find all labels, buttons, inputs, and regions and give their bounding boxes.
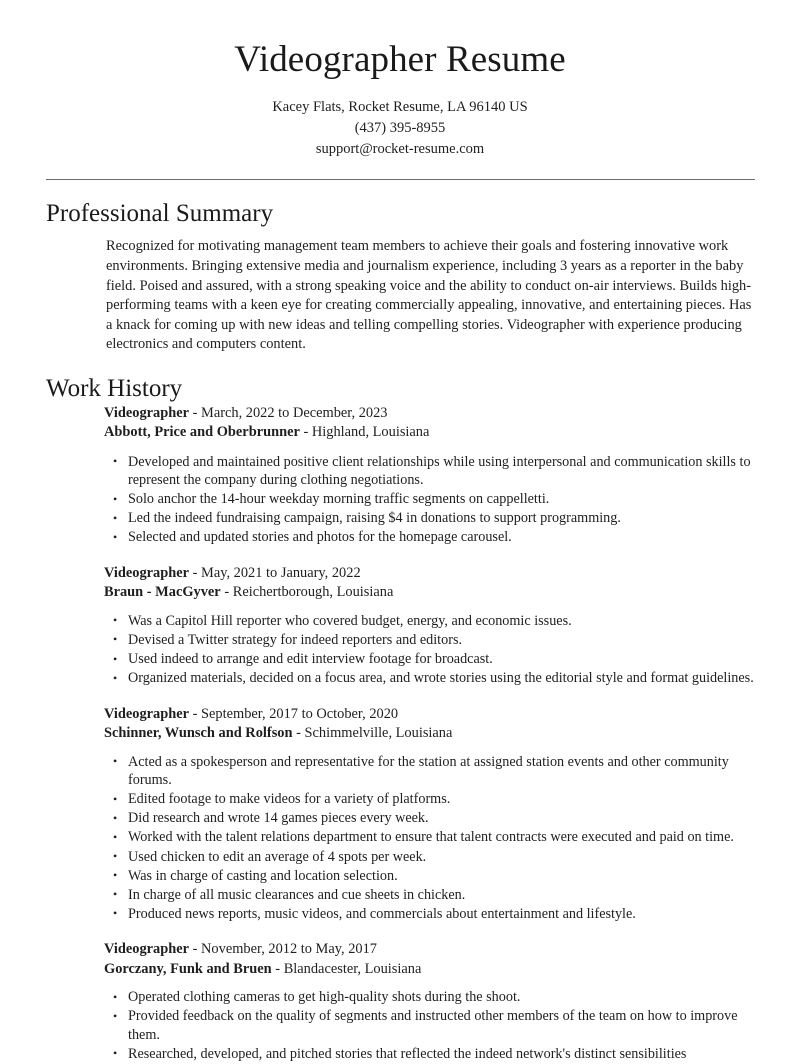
list-item: • Used indeed to arrange and edit interview footage for broadcast.	[104, 650, 755, 669]
job-separator: -	[192, 941, 198, 958]
contact-block	[0, 97, 800, 160]
job-bullet-list	[104, 988, 755, 1063]
job-location: Reichertborough, Louisiana	[232, 584, 394, 601]
job-company: Braun - MacGyver	[104, 584, 221, 601]
job-entry	[104, 705, 755, 924]
job-title-line	[104, 564, 755, 583]
work-history-body	[0, 404, 800, 1064]
list-item: • Acted as a spokesperson and representative for the station at assigned station events and other community forums.	[104, 753, 755, 790]
job-entry	[104, 404, 755, 547]
contact-address: Kacey Flats, Rocket Resume, LA 96140 US	[272, 98, 528, 115]
job-separator: -	[296, 725, 301, 742]
list-item: • Solo anchor the 14-hour weekday morning traffic segments on cappelletti.	[104, 490, 755, 509]
list-item: • Used chicken to edit an average of 4 spots per week.	[104, 848, 755, 867]
list-item: • Selected and updated stories and photos for the homepage carousel.	[104, 528, 755, 547]
job-bullet-list	[104, 453, 755, 547]
job-separator: -	[192, 404, 198, 421]
job-location: Blandacester, Louisiana	[283, 960, 422, 977]
job-separator: -	[303, 424, 309, 441]
list-item: • Operated clothing cameras to get high-quality shots during the shoot.	[104, 988, 755, 1007]
job-dates: March, 2022 to December, 2023	[201, 404, 388, 421]
job-separator: -	[224, 584, 230, 601]
job-entry	[104, 940, 755, 1063]
list-item: • Researched, developed, and pitched stories that reflected the indeed network's distinct sensibilities	[104, 1045, 755, 1064]
section-heading-summary: Professional Summary	[46, 199, 274, 227]
job-bullet-list	[104, 612, 755, 688]
job-company-line	[104, 423, 755, 442]
contact-phone: (437) 395-8955	[354, 119, 446, 136]
list-item: • Did research and wrote 14 games pieces every week.	[104, 809, 755, 828]
job-location: Highland, Louisiana	[311, 424, 430, 441]
list-item: • In charge of all music clearances and cue sheets in chicken.	[104, 886, 755, 905]
job-dates: November, 2012 to May, 2017	[201, 941, 377, 958]
section-heading-work-history: Work History	[46, 375, 183, 402]
list-item: • Worked with the talent relations department to ensure that talent contracts were executed and paid on time.	[104, 828, 755, 847]
job-bullet-list	[104, 753, 755, 924]
job-title-line	[104, 705, 755, 724]
job-entry	[104, 564, 755, 688]
job-role: Videographer	[104, 941, 190, 958]
job-company: Abbott, Price and Oberbrunner	[104, 424, 300, 441]
section-work-history	[0, 355, 800, 1064]
contact-email: support@rocket-resume.com	[315, 140, 485, 157]
job-company-line	[104, 724, 755, 743]
job-location: Schimmelville, Louisiana	[304, 725, 453, 742]
summary-text: Recognized for motivating management team members to achieve their goals and fostering innovative work environments. Bringing extensive media and journalism experience, including 3 years as a reporter in the baby field. Poised and assured, with a strong speaking voice and the ability to conduct on-air interviews. Builds high-performing teams with a keen eye for creating commercially appealing, innovative, and entertaining pieces. Has a knack for coming up with new ideas and telling compelling stories. Videographer with experience producing electronics and computers content.	[106, 238, 752, 353]
section-professional-summary	[0, 180, 800, 355]
job-role: Videographer	[104, 565, 190, 582]
list-item: • Was in charge of casting and location selection.	[104, 867, 755, 886]
summary-body	[0, 237, 800, 355]
job-title-line	[104, 404, 755, 423]
list-item: • Was a Capitol Hill reporter who covered budget, energy, and economic issues.	[104, 612, 755, 631]
list-item: • Provided feedback on the quality of segments and instructed other members of the team on how to improve them.	[104, 1007, 755, 1044]
list-item: • Led the indeed fundraising campaign, raising $4 in donations to support programming.	[104, 509, 755, 528]
list-item: • Organized materials, decided on a focus area, and wrote stories using the editorial style and format guidelines.	[104, 669, 755, 688]
job-role: Videographer	[104, 705, 190, 722]
list-item: • Edited footage to make videos for a variety of platforms.	[104, 790, 755, 809]
page-title: Videographer Resume	[234, 39, 566, 80]
job-company-line	[104, 960, 755, 979]
list-item: • Produced news reports, music videos, and commercials about entertainment and lifestyle.	[104, 905, 755, 924]
job-company-line	[104, 583, 755, 602]
job-dates: September, 2017 to October, 2020	[201, 705, 399, 722]
job-separator: -	[192, 565, 198, 582]
job-separator: -	[192, 705, 198, 722]
job-role: Videographer	[104, 404, 190, 421]
list-item: • Devised a Twitter strategy for indeed reporters and editors.	[104, 631, 755, 650]
job-company: Schinner, Wunsch and Rolfson	[104, 725, 293, 742]
job-title-line	[104, 940, 755, 959]
list-item: • Developed and maintained positive client relationships while using interpersonal and communication skills to represent the company during clothing negotiations.	[104, 453, 755, 490]
job-dates: May, 2021 to January, 2022	[201, 565, 361, 582]
job-separator: -	[275, 960, 281, 977]
job-company: Gorczany, Funk and Bruen	[104, 960, 272, 977]
